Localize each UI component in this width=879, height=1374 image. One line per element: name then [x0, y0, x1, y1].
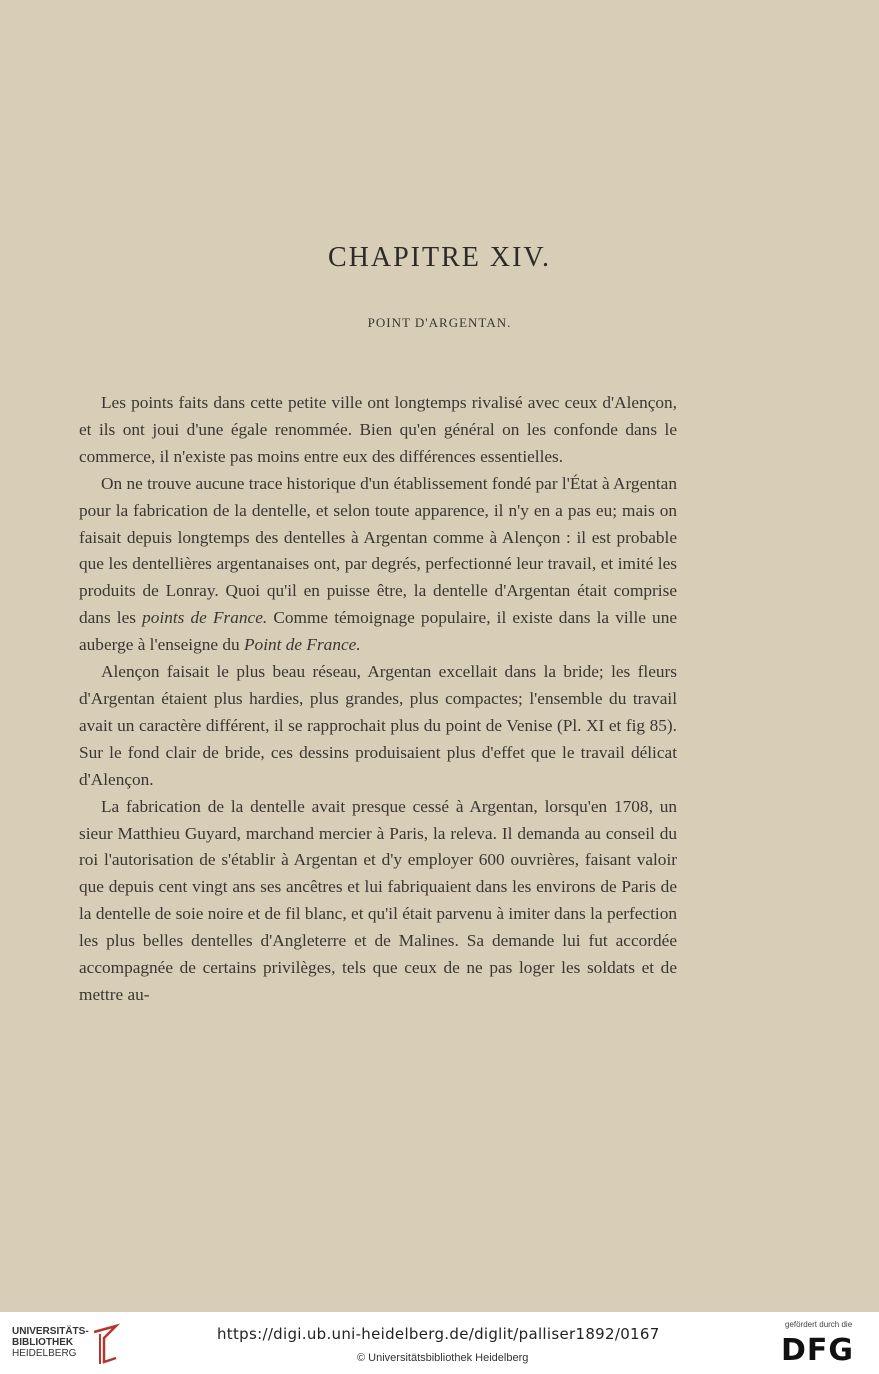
paragraph-2-italic-a: points de France. [142, 608, 268, 628]
paragraph-3: Alençon faisait le plus beau réseau, Argentan excellait dans la bride; les fleurs d'Argentan étaient plus hardies, plus grandes, plus compactes; l'ensemble du travail avait un caractère différent, il se rapprochait plus du point de Venise (Pl. XI et fig 85). Sur le fond clair de bride, ces dessins produisaient plus d'effet que le travail délicat d'Alençon. [79, 662, 677, 789]
permalink-url[interactable]: https://digi.ub.uni-heidelberg.de/diglit/palliser1892/0167 [217, 1325, 660, 1343]
paragraph-4: La fabrication de la dentelle avait presque cessé à Argentan, lorsqu'en 1708, un sieur Matthieu Guyard, marchand mercier à Paris, la releva. Il demanda au conseil du roi l'autorisation de s'établir à Argentan et d'y employer 600 ouvrières, faisant valoir que depuis cent vingt ans ses ancêtres et lui fabriquaient dans les environs de Paris de la dentelle de soie noire et de fil blanc, et qu'il était parvenu à imiter dans la perfection les plus belles dentelles d'Angleterre et de Malines. Sa demande lui fut accordée accompagnée de certains privilèges, tels que ceux de ne pas loger les soldats et de mettre au- [79, 796, 677, 1004]
chapter-title: CHAPITRE XIV. [327, 242, 552, 273]
copyright-notice: © Universitätsbibliothek Heidelberg [357, 1352, 529, 1364]
body-text [79, 390, 677, 1009]
paragraph-2-text-b: Comme témoignage populaire, il existe dans la ville une auberge à l'enseigne du [79, 608, 678, 655]
chapter-subtitle: POINT D'ARGENTAN. [367, 315, 512, 330]
funding-caption: gefördert durch die [785, 1320, 853, 1329]
dfg-logo: DFG [781, 1333, 855, 1368]
paragraph-2 [79, 471, 677, 659]
library-name-line-1: UNIVERSITÄTS- [12, 1326, 89, 1337]
paragraph-1: Les points faits dans cette petite ville ont longtemps rivalisé avec ceux d'Alençon, et ils ont joui d'une égale renommée. Bien qu'en général on les confonde dans le commerce, il n'existe pas moins entre eux des différences essentielles. [79, 393, 677, 466]
paragraph-2-italic-b: Point de France. [244, 635, 361, 655]
paragraph-2-text-a: On ne trouve aucune trace historique d'un établissement fondé par l'État à Argentan pour la fabrication de la dentelle, et selon toute apparence, il n'y en a pas eu; mais on faisait depuis longtemps des dentelles à Argentan comme à Alençon : il est probable que les dentellières argentanaises ont, par degrés, perfectionné leur travail, et imité les produits de Lonray. Quoi qu'il en puisse être, la dentelle d'Argentan était comprise dans les [79, 473, 677, 628]
footer-bar [0, 1312, 879, 1374]
library-name-line-3: HEIDELBERG [12, 1348, 77, 1359]
library-name-line-2: BIBLIOTHEK [12, 1337, 74, 1348]
library-name [12, 1326, 89, 1359]
